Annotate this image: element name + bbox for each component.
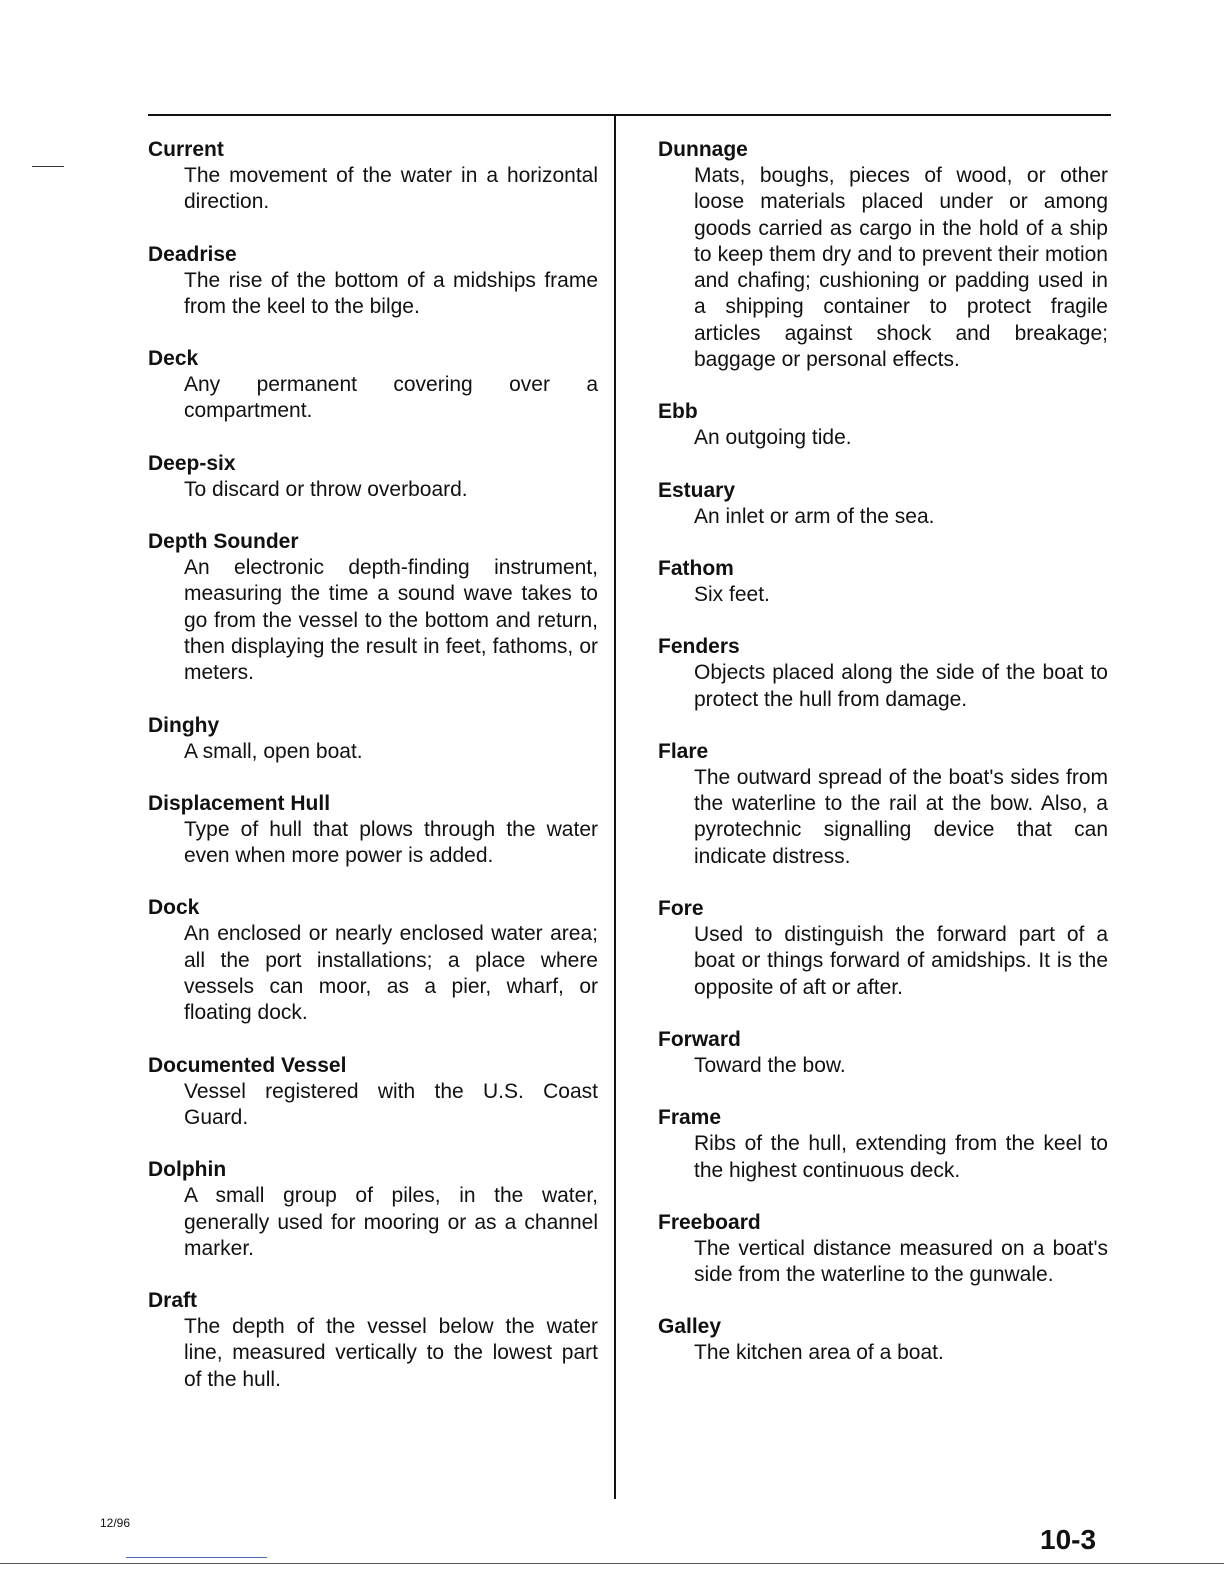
page-number: 10-3: [1040, 1524, 1097, 1555]
glossary-definition: The movement of the water in a horizontal direction.: [184, 164, 598, 214]
glossary-definition: Type of hull that plows through the water even when more power is added.: [184, 817, 598, 868]
glossary-definition: The vertical distance measured on a boat's side from the waterline to the gunwale.: [694, 1236, 1108, 1287]
glossary-entry: [658, 633, 1108, 713]
glossary-definition: The depth of the vessel below the water line, measured vertically to the lowest part of the hull.: [184, 1315, 598, 1391]
glossary-entry: [148, 1156, 598, 1262]
glossary-definition: Mats, boughs, pieces of wood, or other loose materials placed under or among goods carried as cargo in the hold of a ship to keep them dry and to prevent their motion and chafing; cushioning or padding used in a shipping container to protect fragile articles against shock and breakage; baggage or personal effects.: [694, 164, 1108, 372]
glossary-entry: [658, 895, 1108, 1001]
top-rule: [148, 114, 1111, 116]
glossary-term: Draft: [148, 1289, 198, 1313]
glossary-definition: Used to distinguish the forward part of a boat or things forward of amidships. It is the opposite of aft or after.: [694, 923, 1108, 999]
glossary-term: Galley: [658, 1315, 722, 1339]
glossary-entry: [148, 241, 598, 321]
glossary-term: Dock: [148, 896, 200, 920]
glossary-term: Estuary: [658, 478, 736, 502]
glossary-definition: A small group of piles, in the water, generally used for mooring or as a channel marker.: [184, 1184, 598, 1260]
glossary-entry: [148, 712, 598, 765]
glossary-entry: [658, 1026, 1108, 1079]
margin-mark: [32, 166, 64, 167]
glossary-definition: Ribs of the hull, extending from the keel to the highest continuous deck.: [694, 1132, 1108, 1182]
glossary-term: Deadrise: [148, 242, 237, 266]
glossary-term: Deep-six: [148, 451, 236, 475]
glossary-entry: [658, 398, 1108, 451]
bottom-rule: [0, 1563, 1224, 1564]
right-column: [658, 136, 1108, 1392]
glossary-definition: The outward spread of the boat's sides from the waterline to the rail at the bow. Also, a pyrotechnic signalling device that can indicate distress.: [694, 765, 1108, 868]
glossary-term: Displacement Hull: [148, 791, 331, 815]
glossary-definition: An inlet or arm of the sea.: [694, 504, 935, 528]
glossary-term: Fore: [658, 897, 704, 921]
glossary-definition: An outgoing tide.: [694, 426, 852, 450]
footer-date: 12/96: [100, 1516, 131, 1530]
glossary-entry: [148, 894, 598, 1026]
glossary-definition: The kitchen area of a boat.: [694, 1341, 944, 1365]
glossary-definition: Toward the bow.: [694, 1053, 846, 1077]
glossary-entry: [658, 1313, 1108, 1366]
glossary-term: Dunnage: [658, 138, 748, 161]
glossary-definition: An electronic depth-finding instrument, measuring the time a sound wave takes to go from the vessel to the bottom and return, then displaying the result in feet, fathoms, or meters.: [184, 556, 598, 685]
glossary-entry: [148, 1052, 598, 1132]
left-column: [148, 136, 598, 1418]
glossary-entry: [658, 738, 1108, 870]
glossary-definition: Six feet.: [694, 582, 770, 606]
glossary-definition: To discard or throw overboard.: [184, 477, 468, 501]
glossary-entry: [148, 528, 598, 686]
glossary-entry: [658, 1209, 1108, 1289]
glossary-entry: [658, 555, 1108, 608]
glossary-definition: A small, open boat.: [184, 739, 363, 763]
glossary-entry: [658, 136, 1108, 373]
glossary-term: Forward: [658, 1027, 741, 1051]
column-divider: [614, 114, 616, 1499]
glossary-definition: An enclosed or nearly enclosed water area; all the port installations; a place where vessels can moor, as a pier, wharf, or floating dock.: [184, 922, 598, 1025]
glossary-definition: Vessel registered with the U.S. Coast Guard.: [184, 1079, 598, 1129]
glossary-entry: [148, 136, 598, 216]
glossary-term: Ebb: [658, 400, 698, 424]
glossary-term: Deck: [148, 347, 199, 371]
glossary-entry: [658, 477, 1108, 530]
bottom-link-rule: [126, 1557, 267, 1558]
glossary-term: Frame: [658, 1106, 722, 1130]
glossary-term: Fenders: [658, 635, 740, 659]
glossary-term: Fathom: [658, 556, 734, 580]
glossary-term: Dinghy: [148, 713, 220, 737]
glossary-entry: [148, 790, 598, 870]
glossary-entry: [148, 1287, 598, 1393]
glossary-term: Dolphin: [148, 1158, 227, 1182]
glossary-entry: [148, 345, 598, 425]
glossary-entry: [658, 1104, 1108, 1184]
glossary-definition: Any permanent covering over a compartment.: [184, 373, 598, 423]
glossary-term: Current: [148, 138, 224, 161]
glossary-entry: [148, 450, 598, 503]
glossary-definition: The rise of the bottom of a midships frame from the keel to the bilge.: [184, 268, 598, 318]
glossary-term: Freeboard: [658, 1210, 761, 1234]
glossary-term: Documented Vessel: [148, 1053, 347, 1077]
glossary-definition: Objects placed along the side of the boat to protect the hull from damage.: [694, 661, 1108, 711]
glossary-term: Depth Sounder: [148, 530, 299, 554]
glossary-term: Flare: [658, 739, 709, 763]
